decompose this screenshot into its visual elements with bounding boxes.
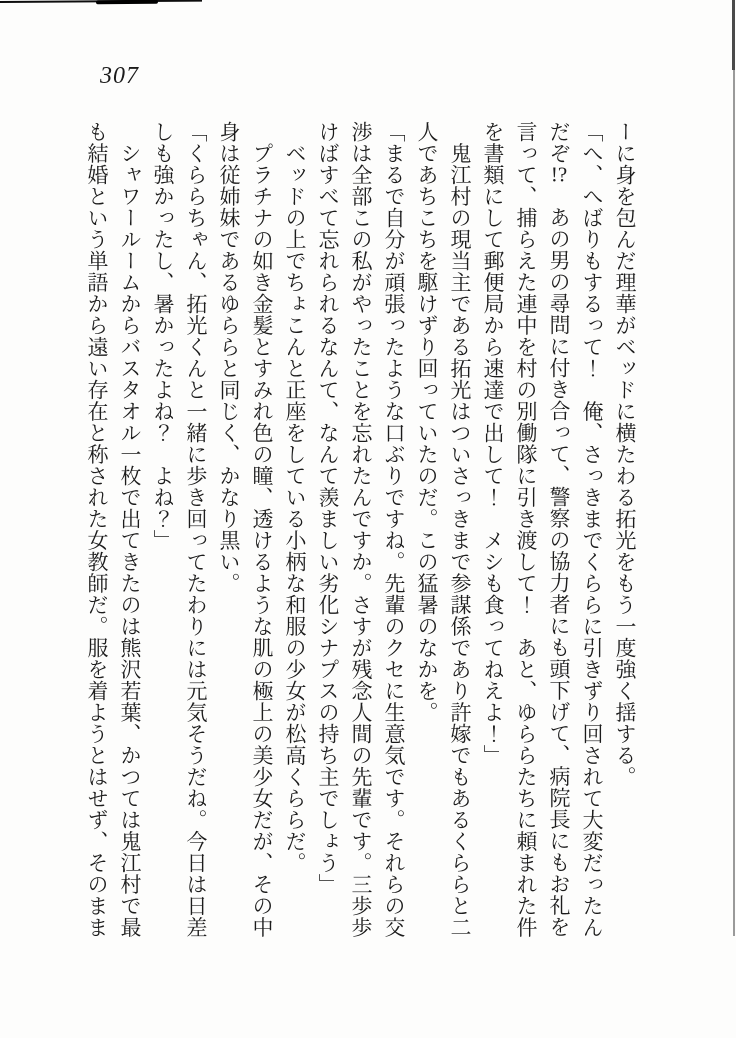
text-line-3-pre: だぞ [547,121,571,164]
scan-artifact-right-edge [733,0,735,936]
text-line-15: しも強かったし、暑かったよね？ よね？」 [151,121,175,551]
page-number: 307 [100,63,139,89]
text-line-7: 人であちこちを駆けずり回っていたのだ。この猛暑のなかを。 [415,121,439,723]
text-line-6: 鬼江村の現当主である拓光はついさっきまで参謀係であり許嫁でもあるくららと二 [448,121,472,938]
text-line-17: も結婚という単語から遠い存在と称された女教師だ。服を着ようとはせず、そのまま [85,121,109,938]
page-text-block [80,121,641,961]
text-line-8: 「まるで自分が頑張ったような口ぶりですね。先輩のクセに生意気です。それらの交 [382,121,406,938]
text-line-10: けばすべて忘れられるなんて、なんて羨ましい劣化シナプスの持ち主でしょう」 [316,121,340,895]
text-line-14: 「くららちゃん、拓光くんと一緒に歩き回ってたわりには元気そうだね。今日は日差 [184,121,208,938]
scan-artifact-top-blob [96,0,158,4]
text-line-13: 身は従姉妹であるゆららと同じく、かなり黒い。 [217,121,241,594]
text-line-9: 渉は全部この私がやったことを忘れたんですか。さすが残念人間の先輩です。三歩歩 [349,121,373,938]
text-line-5: を書類にして郵便局から速達で出して！ メシも食ってねえよ！」 [481,121,505,766]
text-line-4: 言って、捕らえた連中を村の別働隊に引き渡して！ あと、ゆららたちに頼まれた件 [514,121,538,938]
text-line-1: ーに身を包んだ理華がベッドに横たわる拓光をもう一度強く揺する。 [613,121,637,788]
text-line-11: ベッドの上でちょこんと正座をしている小柄な和服の少女が松高くららだ。 [283,121,307,874]
scan-artifact-right-edge-top [732,0,735,70]
text-line-16: シャワールームからバスタオル一枚で出てきたのは熊沢若葉、かつては鬼江村で最 [118,121,142,938]
text-line-12: プラチナの如き金髪とすみれ色の瞳、透けるような肌の極上の美少女だが、その中 [250,121,274,938]
text-line-2: 「へ、へばりもするって！ 俺、さっきまでくららに引きずり回されて大変だったん [580,121,604,938]
text-line-3 [542,121,575,961]
text-line-3-tatechuyoko: !? [550,164,568,185]
text-line-3-post: あの男の尋問に付き合って、警察の協力者にも頭下げて、病院長にもお礼を [547,185,571,938]
